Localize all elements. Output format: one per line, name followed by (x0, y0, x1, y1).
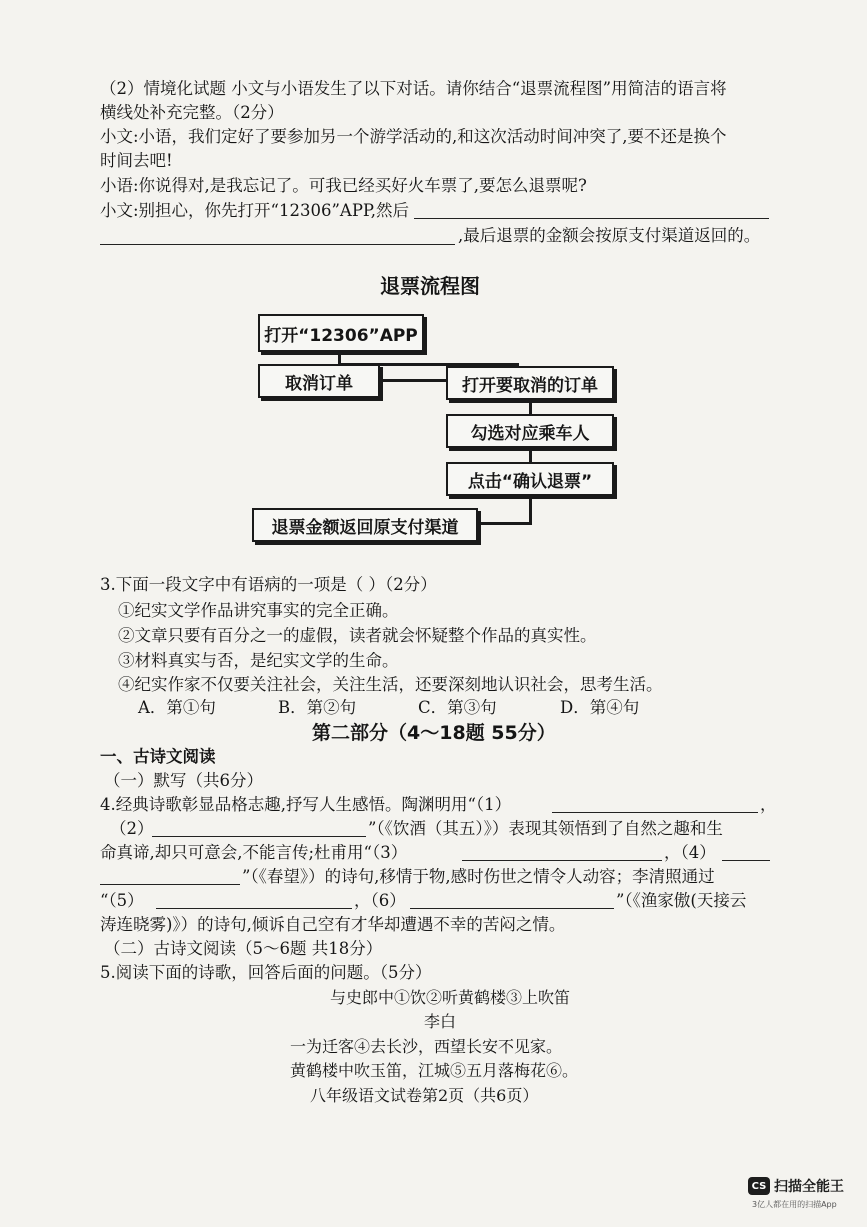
scanner-logo-icon: CS (748, 1177, 770, 1195)
q3-sentence-4: ④纪实作家不仅要关注社会，关注生活，还要深刻地认识社会，思考生活。 (118, 675, 663, 694)
q2-answer-blank-2[interactable] (100, 226, 455, 245)
q4-blank-6[interactable] (410, 890, 614, 909)
flow-step-confirm: 点击“确认退票” (446, 462, 614, 496)
poem-title: 与史郎中①饮②听黄鹤楼③上吹笛 (330, 988, 571, 1007)
subsection-classical-reading: （二）古诗文阅读（5～6题 共18分） (104, 939, 383, 958)
q4-line2-tail: ”（《饮酒（其五）》）表现其领悟到了自然之趣和生 (368, 819, 723, 838)
q3-option-c[interactable]: C．第③句 (418, 698, 497, 717)
q4-line1: 4.经典诗歌彰显品格志趣,抒写人生感悟。陶渊明用“（1） (100, 795, 512, 814)
q2-line5: 小语:你说得对,是我忘记了。可我已经买好火车票了,要怎么退票呢? (100, 176, 587, 195)
poem-line-2: 黄鹤楼中吹玉笛，江城⑤五月落梅花⑥。 (290, 1061, 579, 1080)
flow-connector (529, 400, 532, 414)
q2-line1: （2）情境化试题 小文与小语发生了以下对话。请你结合“退票流程图”用简洁的语言将 (100, 79, 727, 98)
q2-line2: 横线处补充完整。（2分） (100, 103, 284, 122)
q4-line2-label: （2） (110, 819, 154, 838)
flow-step-open-order: 打开要取消的订单 (446, 366, 614, 400)
q3-stem: 3.下面一段文字中有语病的一项是（ ）（2分） (100, 575, 437, 594)
flow-step-open-app: 打开“12306”APP (258, 314, 424, 352)
q4-line6: 涛连晓雾)》）的诗句,倾诉自己空有才华却遭遇不幸的苦闷之情。 (100, 915, 566, 934)
subsection-dictation: （一）默写（共6分） (104, 771, 263, 790)
flow-connector (478, 522, 532, 525)
q4-blank-2[interactable] (152, 818, 366, 837)
q5-stem: 5.阅读下面的诗歌，回答后面的问题。（5分） (100, 963, 432, 982)
flowchart-title: 退票流程图 (380, 274, 480, 298)
q3-option-b[interactable]: B．第②句 (278, 698, 357, 717)
q3-option-a[interactable]: A．第①句 (138, 698, 216, 717)
q3-sentence-2: ②文章只要有百分之一的虚假，读者就会怀疑整个作品的真实性。 (118, 626, 597, 645)
q4-line4: ”（《春望》）的诗句,移情于物,感时伤世之情令人动容；李清照通过 (242, 867, 715, 886)
q4-line5-label6: ，（6） (354, 891, 406, 910)
q4-line3-head: 命真谛,却只可意会,不能言传;杜甫用“（3） (100, 843, 408, 862)
q4-line3-label4: ，（4） (664, 843, 716, 862)
section-ancient-poetry: 一、古诗文阅读 (100, 747, 216, 766)
q2-line4: 时间去吧! (100, 151, 173, 170)
poem-author: 李白 (424, 1012, 457, 1031)
q3-sentence-3: ③材料真实与否，是纪实文学的生命。 (118, 651, 399, 670)
q4-blank-4a[interactable] (722, 842, 770, 861)
q2-line6: 小文:别担心，你先打开“12306”APP,然后 (100, 201, 409, 220)
q4-blank-4b[interactable] (100, 866, 240, 885)
scanner-brand: 扫描全能王 (774, 1179, 844, 1195)
flow-connector (529, 496, 532, 524)
flow-step-refund: 退票金额返回原支付渠道 (252, 508, 478, 542)
poem-line-1: 一为迁客④去长沙，西望长安不见家。 (290, 1037, 563, 1056)
page-footer: 八年级语文试卷第2页（共6页） (310, 1086, 539, 1105)
q4-line5-tail: ”（《渔家傲(天接云 (616, 891, 747, 910)
q2-line3: 小文:小语，我们定好了要参加另一个游学活动的,和这次活动时间冲突了,要不还是换个 (100, 127, 727, 146)
part2-title: 第二部分（4～18题 55分） (312, 722, 556, 744)
q3-sentence-1: ①纪实文学作品讲究事实的完全正确。 (118, 601, 399, 620)
q3-option-d[interactable]: D．第④句 (560, 698, 640, 717)
q4-blank-1[interactable] (552, 794, 758, 813)
flow-connector (529, 448, 532, 462)
q4-blank-5[interactable] (156, 890, 352, 909)
q2-line7-tail: ,最后退票的金额会按原支付渠道返回的。 (458, 226, 761, 245)
q2-answer-blank-1[interactable] (414, 200, 769, 219)
scanner-tagline: 3亿人都在用的扫描App (752, 1200, 837, 1209)
q4-line5-label5: “（5） (100, 891, 144, 910)
q4-blank-3[interactable] (462, 842, 662, 861)
q4-comma: ， (760, 795, 777, 814)
flow-step-select-passenger: 勾选对应乘车人 (446, 414, 614, 448)
flow-step-cancel-order: 取消订单 (258, 364, 380, 398)
flow-connector (382, 379, 448, 382)
